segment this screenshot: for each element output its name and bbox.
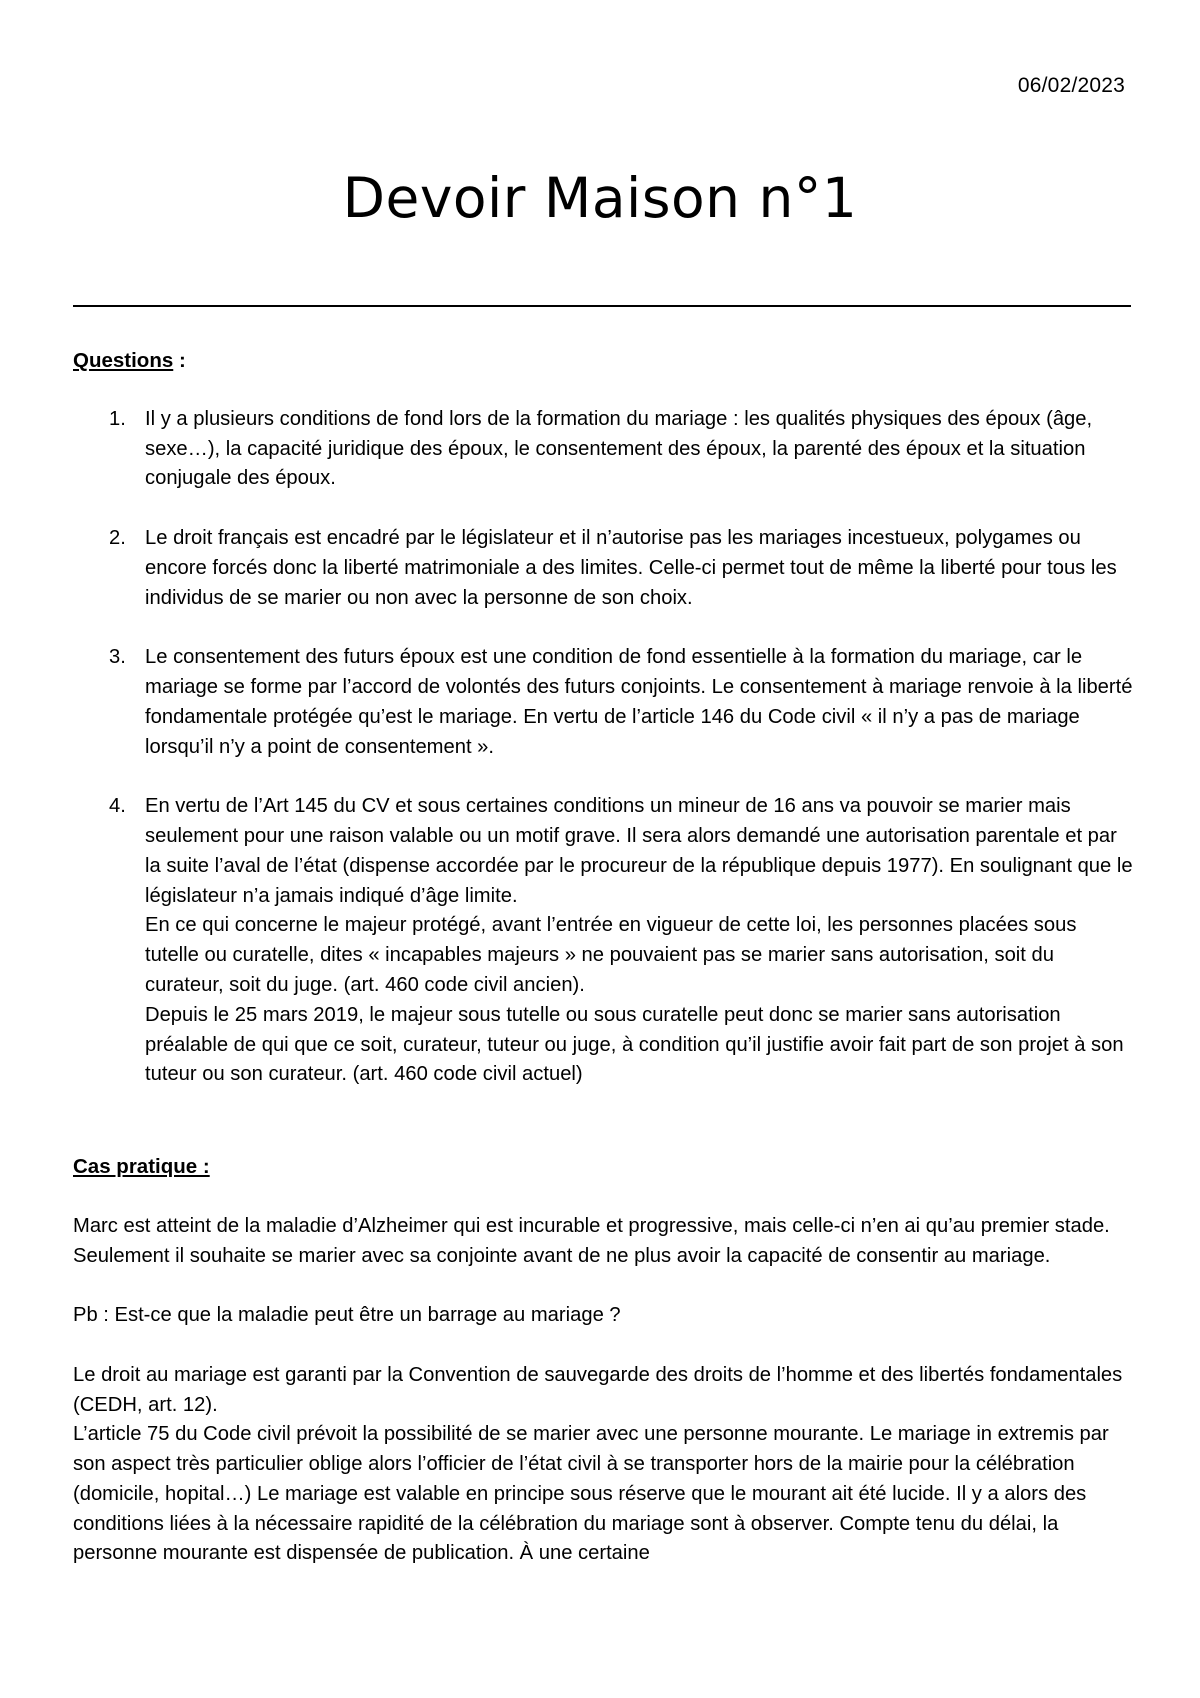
- list-item: [109, 643, 1135, 762]
- questions-heading-label: Questions: [73, 349, 174, 372]
- cas-pratique-heading: [73, 1152, 1135, 1182]
- list-item: [109, 524, 1135, 613]
- cas-paragraph-4: L’article 75 du Code civil prévoit la possibilité de se marier avec une personne mourante. Le mariage in extremis par son aspect très particulier oblige alors l’officier de l’état civil à se transporter hors de la mairie pour la célébration (domicile, hopital…) Le mariage est valable en principe sous réserve que le mourant ait été lucide. Il y a alors des conditions liées à la nécessaire rapidité de la célébration du mariage sont à observer. Compte tenu du délai, la personne mourante est dispensée de publication. À une certaine: [73, 1423, 1109, 1565]
- list-item-text-3: Depuis le 25 mars 2019, le majeur sous tutelle ou sous curatelle peut donc se marier sans autorisation préalable de qui que ce soit, curateur, tuteur ou juge, à condition qu’il justifie avoir fait part de son projet à son tuteur ou son curateur. (art. 460 code civil actuel): [145, 1003, 1124, 1086]
- horizontal-divider: [73, 305, 1131, 307]
- list-item-text: Le droit français est encadré par le législateur et il n’autorise pas les mariages incestueux, polygames ou encore forcés donc la liberté matrimoniale a des limites. Celle-ci permet tout de même la liberté pour tous les individus de se marier ou non avec la personne de son choix.: [145, 526, 1117, 609]
- questions-heading-colon: :: [173, 349, 186, 372]
- list-item-text-2: En ce qui concerne le majeur protégé, avant l’entrée en vigueur de cette loi, les personnes placées sous tutelle ou curatelle, dites « incapables majeurs » ne pouvaient pas se marier sans autorisation, soit du curateur, soit du juge. (art. 460 code civil ancien).: [145, 914, 1077, 996]
- questions-list: [73, 405, 1135, 1090]
- list-item-number: 3.: [109, 646, 126, 669]
- questions-heading: [73, 346, 1135, 376]
- list-item-number: 4.: [109, 795, 126, 818]
- list-item: [109, 405, 1135, 494]
- list-item-text: Le consentement des futurs époux est une condition de fond essentielle à la formation du mariage, car le mariage se forme par l’accord de volontés des futurs conjoints. Le consentement à mariage renvoie à la liberté fondamentale protégée qu’est le mariage. En vertu de l’article 146 du Code civil « il n’y a pas de mariage lorsqu’il n’y a point de consentement ».: [145, 646, 1133, 758]
- list-item-number: 2.: [109, 526, 126, 549]
- list-item-text: En vertu de l’Art 145 du CV et sous certaines conditions un mineur de 16 ans va pouvoir se marier mais seulement pour une raison valable ou un motif grave. Il sera alors demandé une autorisation parentale et par la suite l’aval de l’état (dispense accordée par le procureur de la république depuis 1977). En soulignant que le législateur n’a jamais indiqué d’âge limite.: [145, 795, 1133, 907]
- cas-paragraph-1: Marc est atteint de la maladie d’Alzheimer qui est incurable et progressive, mais celle-ci n’en ai qu’au premier stade. Seulement il souhaite se marier avec sa conjointe avant de ne plus avoir la capacité de consentir au mariage.: [73, 1214, 1110, 1267]
- list-item-text: Il y a plusieurs conditions de fond lors de la formation du mariage : les qualités physiques des époux (âge, sexe…), la capacité juridique des époux, le consentement des époux, la parenté des époux et la situation conjugale des époux.: [145, 407, 1093, 490]
- list-item-number: 1.: [109, 407, 126, 430]
- document-date: 06/02/2023: [1017, 74, 1125, 97]
- cas-problem-statement: Pb : Est-ce que la maladie peut être un barrage au mariage ?: [73, 1304, 621, 1327]
- cas-paragraph-3: Le droit au mariage est garanti par la Convention de sauvegarde des droits de l’homme et des libertés fondamentales (CEDH, art. 12).: [73, 1363, 1123, 1416]
- list-item: [109, 792, 1135, 1090]
- cas-pratique-body: [73, 1212, 1135, 1570]
- page-title: Devoir Maison n°1: [342, 166, 858, 230]
- cas-pratique-heading-label: Cas pratique :: [73, 1155, 210, 1179]
- document-body: [73, 346, 1135, 1569]
